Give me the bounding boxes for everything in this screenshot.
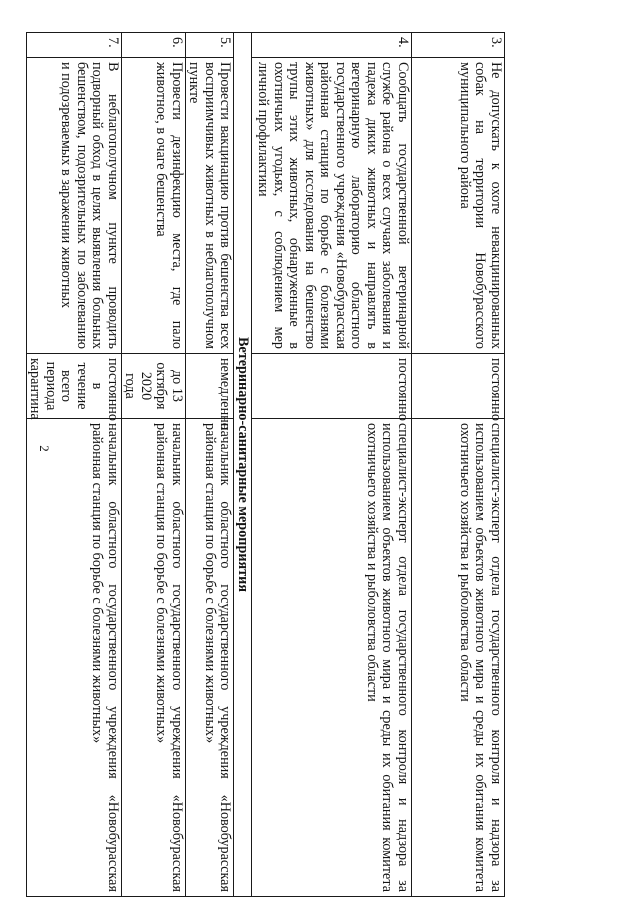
table-row xyxy=(412,33,505,897)
rotated-page-area xyxy=(27,32,505,896)
term-cell: немедленно xyxy=(186,354,235,419)
term-cell: постоянно xyxy=(412,354,505,419)
task-cell: Провести дезинфекцию места, где пало животное, в очаге бешенства xyxy=(122,58,186,354)
executor-cell: начальник областного государственного учреждения «Новобурасская районная станция по борьбе с болезнями животных» xyxy=(122,419,186,897)
executor-cell: специалист-эксперт отдела государственного контроля и надзора за использованием объектов животного мира и среды их обитания комитета охотничьего хозяйства и рыболовства области xyxy=(412,419,505,897)
table-row xyxy=(122,33,186,897)
task-cell: Провести вакцинацию против бешенства всех восприимчивых животных в неблагополучном пункте xyxy=(186,58,235,354)
term-cell: до 13 октября 2020 года xyxy=(122,354,186,419)
row-number: 3. xyxy=(412,33,505,58)
task-cell: Не допускать к охоте невакцинированных собак на территории Новобурасского муниципального района xyxy=(412,58,505,354)
table-row xyxy=(252,33,412,897)
measures-table xyxy=(26,32,505,897)
row-number: 7. xyxy=(27,33,122,58)
section-row xyxy=(234,33,252,897)
table-row xyxy=(27,33,122,897)
task-cell: В неблагополучном пункте проводить подворный обход в целях выявления больных бешенством, подозрительных по заболеванию и подозреваемых в заражении животных xyxy=(27,58,122,354)
table-row xyxy=(186,33,235,897)
row-number: 5. xyxy=(186,33,235,58)
term-cell: постоянно xyxy=(252,354,412,419)
executor-cell: начальник областного государственного учреждения «Новобурасская районная станция по борьбе с болезнями животных» xyxy=(186,419,235,897)
rotated-table-container xyxy=(27,32,505,896)
task-cell: Сообщать государственной ветеринарной службе района о всех случаях заболевания и падежа диких животных и направлять в ветеринарную лабораторию областного государственного учреждения «Новобурасская районная станция по борьбе с болезнями животных» для исследования на бешенство трупы этих животных, обнаруженные в охотничьих угодьях, с соблюдением мер личной профилактики xyxy=(252,58,412,354)
term-cell: постоянно в течение всего периода карантина xyxy=(27,354,122,419)
executor-cell: специалист-эксперт отдела государственного контроля и надзора за использованием объектов животного мира и среды их обитания комитета охотничьего хозяйства и рыболовства области xyxy=(252,419,412,897)
section-title: Ветеринарно-санитарные мероприятия xyxy=(234,33,252,897)
row-number: 6. xyxy=(122,33,186,58)
row-number: 4. xyxy=(252,33,412,58)
executor-cell: начальник областного государственного учреждения «Новобурасская районная станция по борьбе с болезнями животных» xyxy=(27,419,122,897)
page-number: 2 xyxy=(36,445,52,452)
